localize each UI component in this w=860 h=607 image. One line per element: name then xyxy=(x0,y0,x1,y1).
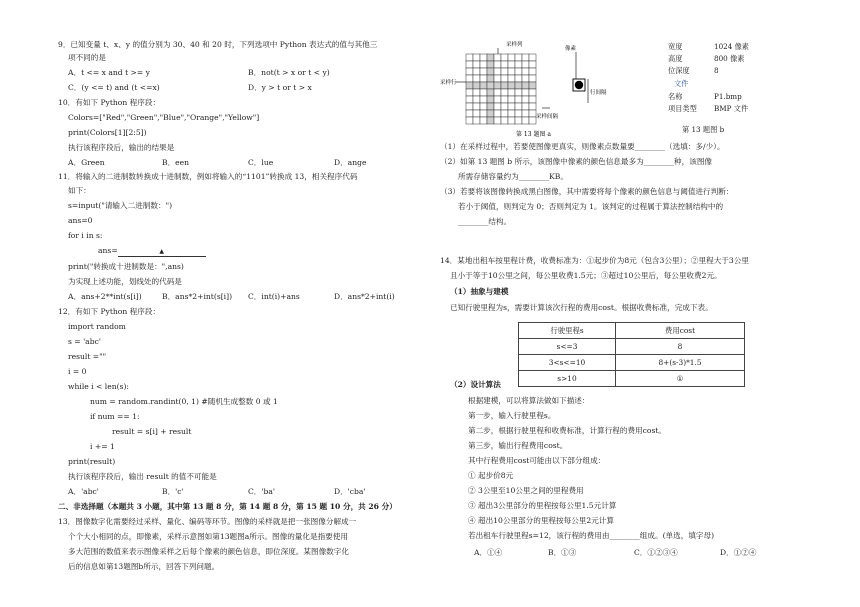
q12-code-10: print(result) xyxy=(68,457,116,466)
q12-code-9: i += 1 xyxy=(90,442,115,451)
cost-table xyxy=(518,322,745,387)
grid-cell xyxy=(529,89,536,96)
grid-cell xyxy=(494,96,501,103)
grid-cell xyxy=(494,82,501,89)
table-header-row xyxy=(519,323,745,339)
grid-cell xyxy=(515,61,522,68)
grid-cell xyxy=(466,110,473,117)
grid-cell xyxy=(508,96,515,103)
q12-ask: 执行该程序段后，输出 result 的值不可能是 xyxy=(68,472,217,481)
q11-stem: 11．将输入的二进制数转换成十进制数，例如将输入的“1101”转换成 13，相关程序代码 xyxy=(58,172,358,181)
grid-cell xyxy=(501,110,508,117)
grid-cell xyxy=(473,75,480,82)
grid-cell xyxy=(501,61,508,68)
table-cell: ① xyxy=(616,371,745,387)
grid-cell xyxy=(515,54,522,61)
q11-option-b: B．ans*2+int(s[i]) xyxy=(162,292,233,301)
grid-cell xyxy=(487,103,494,110)
q10-stem: 10．有如下 Python 程序段： xyxy=(58,98,161,107)
grid-cell xyxy=(473,110,480,117)
grid-cell xyxy=(466,96,473,103)
q11-ask: 为实现上述功能，划线处的代码是 xyxy=(68,277,182,286)
grid-cell xyxy=(501,75,508,82)
grid-cell xyxy=(494,75,501,82)
q11-code-1: s=input("请输入二进制数：") xyxy=(68,201,173,210)
q12-option-b: B．'c' xyxy=(162,487,184,496)
q12-code-4: i = 0 xyxy=(68,367,87,376)
grid-cell xyxy=(529,110,536,117)
grid-cell xyxy=(487,68,494,75)
q14-option-b: B．①③ xyxy=(548,548,577,557)
grid-cell xyxy=(522,117,529,124)
grid-cell xyxy=(515,96,522,103)
prop-name-value: P1.bmp xyxy=(714,92,742,101)
component-1: ① 起步价8元 xyxy=(468,471,514,480)
label-row-gap: 行间隔 xyxy=(590,90,607,96)
grid-cell xyxy=(515,89,522,96)
grid-cell xyxy=(487,75,494,82)
table-row xyxy=(519,355,745,371)
grid-cell xyxy=(480,89,487,96)
prop-width-label: 宽度 xyxy=(668,42,683,51)
label-col-gap: 采样间隔 xyxy=(536,114,559,120)
q10-option-a: A．Green xyxy=(68,158,105,167)
q12-option-d: D．'cba' xyxy=(334,487,366,496)
grid-cell xyxy=(466,68,473,75)
grid-cell xyxy=(515,117,522,124)
table-row xyxy=(519,371,745,387)
grid-cell xyxy=(487,54,494,61)
grid-cell xyxy=(487,61,494,68)
q13-sub-2-cont: 所需存储容量约为________KB。 xyxy=(458,172,568,181)
grid-cell xyxy=(529,103,536,110)
grid-cell xyxy=(473,82,480,89)
grid-cell xyxy=(508,103,515,110)
q14-option-c: C．①②③④ xyxy=(634,548,678,557)
label-sampling-col: 采样列 xyxy=(506,42,523,48)
table-header-cell: 行驶里程s xyxy=(519,323,616,339)
grid-cell xyxy=(529,96,536,103)
q14-option-a: A．①④ xyxy=(474,548,503,557)
grid-cell xyxy=(515,110,522,117)
grid-cell xyxy=(522,75,529,82)
grid-cell xyxy=(466,61,473,68)
q9-option-d: D．y > t or t > x xyxy=(248,83,312,92)
grid-cell xyxy=(501,82,508,89)
q9-option-a: A．t <= x and t >= y xyxy=(68,68,150,77)
grid-cell xyxy=(466,117,473,124)
table-cell: s>10 xyxy=(519,371,616,387)
grid-cell xyxy=(522,103,529,110)
q14-heading-2: （2）设计算法 xyxy=(450,380,501,389)
grid-cell xyxy=(522,68,529,75)
q12-option-c: C．'ba' xyxy=(248,487,275,496)
algo-components: 其中行程费用cost可能由以下部分组成： xyxy=(468,456,606,465)
q13-sub-2: （2）如第 13 题图 b 所示，该图像中像素的颜色信息最多为________种，该图像 xyxy=(440,157,713,166)
q14-stem-cont: 且小于等于10公里之间，每公里收费1.5元；③超过10公里后，每公里收费2元。 xyxy=(450,271,722,280)
grid-cell xyxy=(529,61,536,68)
grid-cell xyxy=(501,68,508,75)
q9-stem-cont: 项不同的是 xyxy=(68,53,106,62)
q14-option-d: D．①②④ xyxy=(720,548,757,557)
grid-cell xyxy=(494,89,501,96)
q10-code-1: Colors=["Red","Green","Blue","Orange","Yellow"] xyxy=(68,113,260,122)
grid-cell xyxy=(466,82,473,89)
grid-cell xyxy=(522,54,529,61)
q12-option-a: A．'abc' xyxy=(68,487,99,496)
grid-cell xyxy=(522,89,529,96)
q9-option-c: C．(y <= t) and (t <=x) xyxy=(68,83,160,92)
q13-sub-3: （3）若要将该图像转换成黑白图像，其中需要将每个像素的颜色信息与阈值进行判断： xyxy=(440,187,734,196)
q12-stem: 12．有如下 Python 程序段： xyxy=(58,307,161,316)
prop-height-value: 800 像素 xyxy=(714,54,745,63)
prop-file-section: 文件 xyxy=(674,79,689,88)
q11-stem-cont: 如下： xyxy=(68,186,91,195)
table-row xyxy=(519,339,745,355)
grid-cell xyxy=(466,103,473,110)
grid-cell xyxy=(473,68,480,75)
label-pixel: 像素 xyxy=(565,46,577,52)
table-cell: s<=3 xyxy=(519,339,616,355)
grid-cell xyxy=(515,75,522,82)
grid-cell xyxy=(480,103,487,110)
component-3: ③ 超出3公里部分的里程按每公里1.5元计算 xyxy=(468,501,617,510)
grid-cell xyxy=(522,61,529,68)
grid-cell xyxy=(515,82,522,89)
q14-task: 已知行驶里程为s，需要计算该次行程的费用cost。根据收费标准，完成下表。 xyxy=(450,303,713,312)
grid-cell xyxy=(508,75,515,82)
algo-step-3: 第三步，输出行程费用cost。 xyxy=(468,441,568,450)
grid-cell xyxy=(508,54,515,61)
grid-cell xyxy=(480,75,487,82)
table-cell: 3<s<=10 xyxy=(519,355,616,371)
grid-cell xyxy=(494,61,501,68)
q12-code-1: import random xyxy=(68,322,126,331)
q10-option-d: D．ange xyxy=(334,158,367,167)
q9-option-b: B．not(t > x or t < y) xyxy=(248,68,330,77)
grid-cell xyxy=(473,103,480,110)
grid-cell xyxy=(487,82,494,89)
grid-cell xyxy=(480,117,487,124)
q12-code-8: result = s[i] + result xyxy=(112,427,192,436)
algo-question: 若出租车行驶里程s=12，该行程的费用由________组成。(单选，填字母) xyxy=(468,531,715,540)
grid-cell xyxy=(480,54,487,61)
grid-cell xyxy=(480,82,487,89)
grid-cell xyxy=(508,68,515,75)
grid-cell xyxy=(466,89,473,96)
grid-cell xyxy=(487,96,494,103)
grid-cell xyxy=(487,89,494,96)
q13-sub-3-cont: 若小于阈值，则判定为 0；否则判定为 1。该判定的过程属于算法控制结构中的 xyxy=(458,202,724,211)
grid-cell xyxy=(494,54,501,61)
q11-option-c: C．int(i)+ans xyxy=(248,292,300,301)
grid-cell xyxy=(494,68,501,75)
q14-stem: 14．某地出租车按里程计费，收费标准为：①起步价为8元（包含3公里）；②里程大于3公里 xyxy=(440,256,749,265)
grid-cell xyxy=(501,103,508,110)
label-sampling-row: 采样行 xyxy=(440,80,457,86)
q12-code-6: num = random.randint(0, 1) #随机生成整数 0 或 1 xyxy=(90,397,278,406)
caption-figure-b: 第 13 题图 b xyxy=(682,125,725,134)
pixel-dot xyxy=(575,81,583,89)
algo-step-1: 第一步，输入行驶里程s。 xyxy=(468,411,556,420)
grid-cell xyxy=(487,117,494,124)
grid-cell xyxy=(508,89,515,96)
prop-type-label: 项目类型 xyxy=(668,104,697,113)
grid-cell xyxy=(508,117,515,124)
grid-cell xyxy=(487,110,494,117)
grid-cell xyxy=(529,54,536,61)
grid-cell xyxy=(466,54,473,61)
grid-cell xyxy=(522,96,529,103)
q13-line-2: 个个大小相同的点，即像素，采样示意图如第13题图a所示。图像的量化是指要使用 xyxy=(68,532,348,541)
q13-line-1: 13．图像数字化需要经过采样、量化、编码等环节。图像的采样就是把一张图像分解成一 xyxy=(58,517,357,526)
q10-code-2: print(Colors[1][2:5]) xyxy=(68,128,147,137)
q13-line-3: 多大范围的数值来表示图像采样之后每个像素的颜色信息，即位深度。某图像数字化 xyxy=(68,547,349,556)
grid-cell xyxy=(480,110,487,117)
grid-cell xyxy=(508,110,515,117)
q10-option-c: C．lue xyxy=(248,158,274,167)
grid-cell xyxy=(522,82,529,89)
q11-option-d: D．ans*2+int(i) xyxy=(334,292,395,301)
q12-code-5: while i < len(s): xyxy=(68,382,129,391)
grid-cell xyxy=(473,96,480,103)
grid-cell xyxy=(508,82,515,89)
q10-ask: 执行该程序段后，输出的结果是 xyxy=(68,143,175,152)
prop-type-value: BMP 文件 xyxy=(714,104,749,113)
q13-sub-1: （1）在采样过程中，若要使图像更真实，则像素点数量要________（选填：多/少）。 xyxy=(440,142,725,151)
grid-cell xyxy=(501,96,508,103)
q13-line-4: 后的信息如第13题图b所示，回答下列问题。 xyxy=(68,562,220,571)
q12-code-2: s = 'abc' xyxy=(68,337,101,346)
prop-name-label: 名称 xyxy=(668,92,683,101)
grid-cell xyxy=(494,117,501,124)
component-4: ④ 超出10公里部分的里程按每公里2元计算 xyxy=(468,516,614,525)
grid-cell xyxy=(529,82,536,89)
grid-cell xyxy=(473,117,480,124)
grid-cell xyxy=(515,103,522,110)
q14-heading-1: （1）抽象与建模 xyxy=(450,287,509,296)
algo-intro: 根据建模，可以将算法做如下描述： xyxy=(468,396,590,405)
q9-stem: 9．已知变量 t、x、y 的值分别为 30、40 和 20 时，下列选项中 Python 表达式的值与其他三 xyxy=(58,40,378,49)
sampling-grid-figure xyxy=(440,40,610,138)
q11-code-5: print("转换成十进制数是：",ans) xyxy=(68,262,184,271)
grid-cell xyxy=(501,117,508,124)
sampling-grid-svg xyxy=(440,40,630,140)
grid-cell xyxy=(529,75,536,82)
grid-cell xyxy=(515,68,522,75)
q10-option-b: B．een xyxy=(162,158,190,167)
grid-cell xyxy=(522,110,529,117)
q13-sub-3-end: ________结构。 xyxy=(458,217,512,226)
table-header-cell: 费用cost xyxy=(616,323,745,339)
caption-figure-a: 第 13 题图 a xyxy=(516,131,551,138)
grid-cell xyxy=(473,54,480,61)
blank-marker: ▲ xyxy=(159,248,164,255)
grid-cell xyxy=(494,103,501,110)
grid-cell xyxy=(529,117,536,124)
grid-cell xyxy=(480,61,487,68)
grid-cell xyxy=(473,89,480,96)
grid-cell xyxy=(508,61,515,68)
grid-cell xyxy=(501,89,508,96)
q12-code-3: result ="" xyxy=(68,352,107,361)
answer-blank xyxy=(118,246,206,257)
sampling-grid xyxy=(466,54,536,124)
q11-code-4 xyxy=(98,246,206,257)
q11-option-a: A．ans+2**int(s[i]) xyxy=(68,292,142,301)
prop-depth-label: 位深度 xyxy=(668,66,690,75)
q11-code-2: ans=0 xyxy=(68,216,93,225)
algo-step-2: 第二步，根据行驶里程和收费标准，计算行程的费用cost。 xyxy=(468,426,667,435)
section-2-heading: 二、非选择题（本题共 3 小题，其中第 13 题 8 分，第 14 题 8 分，第 15 题 10 分，共 26 分） xyxy=(58,502,397,511)
grid-cell xyxy=(501,54,508,61)
grid-cell xyxy=(480,68,487,75)
q11-code-4-text: ans= xyxy=(98,246,118,255)
table-cell: 8+(s-3)*1.5 xyxy=(616,355,745,371)
grid-cell xyxy=(480,96,487,103)
prop-depth-value: 8 xyxy=(714,66,719,75)
q11-code-3: for i in s: xyxy=(68,231,103,240)
prop-height-label: 高度 xyxy=(668,54,683,63)
component-2: ② 3公里至10公里之间的里程费用 xyxy=(468,486,584,495)
table-cell: 8 xyxy=(616,339,745,355)
grid-cell xyxy=(466,75,473,82)
grid-cell xyxy=(494,110,501,117)
grid-cell xyxy=(473,61,480,68)
prop-width-value: 1024 像素 xyxy=(714,42,749,51)
q12-code-7: if num == 1: xyxy=(90,412,140,421)
grid-cell xyxy=(529,68,536,75)
